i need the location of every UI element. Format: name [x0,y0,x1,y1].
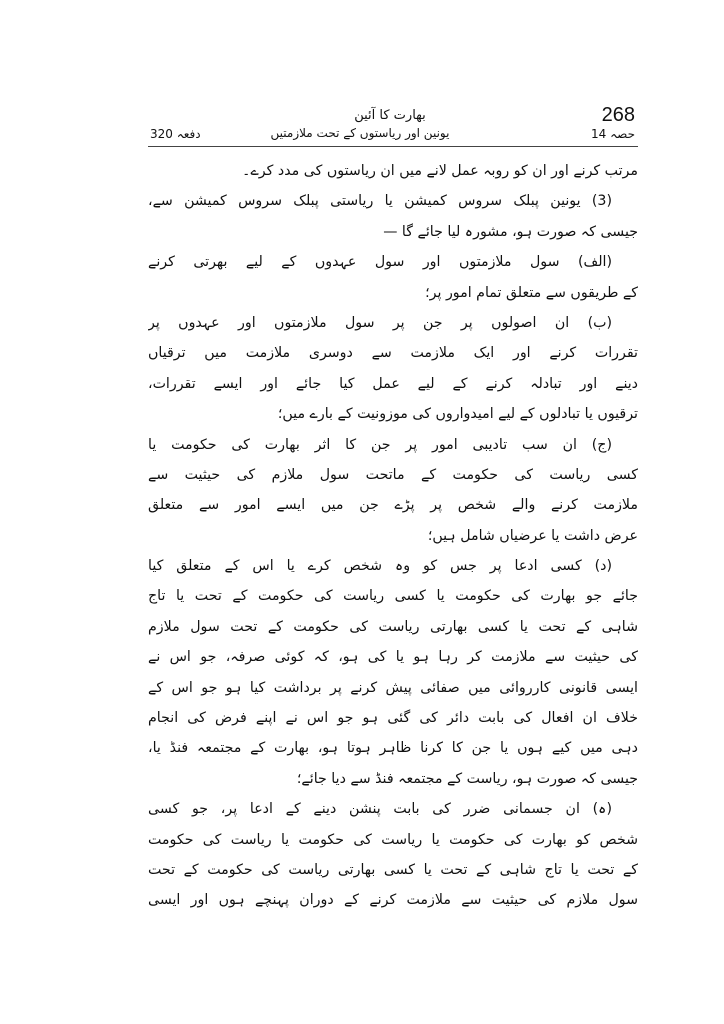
text-line: شاہی کے تحت یا کسی بھارتی ریاست کی حکومت کے تحت سول ملازم [148,618,638,635]
text-line: (الف) سول ملازمتوں اور سول عہدوں کے لیے بھرتی کرنے [148,254,612,271]
text-line: دہی میں کیے ہوں یا جن کا کرنا ظاہر ہوتا ہو، بھارت کے مجتمعہ فنڈ یا، [148,740,638,757]
header-rule [148,146,638,147]
text-line: کسی ریاست کی حکومت کے ماتحت سول ملازم کی حیثیت سے [148,466,638,483]
text-line: ایسی قانونی کارروائی میں صفائی پیش کرنے پر برداشت کیا ہو جو اس کے [148,679,638,696]
book-title: بھارت کا آئین [354,108,426,123]
text-line: شخص کو بھارت کی حکومت یا ریاست کی حکومت یا ریاست کی حکومت [148,831,638,848]
article-label: دفعہ 320 [150,127,201,141]
chapter-subtitle: یونین اور ریاستوں کے تحت ملازمتیں [270,126,450,140]
text-line: کی حیثیت سے ملازمت کر رہا ہو یا کی ہو، کہ کوئی صرفہ، جو اس نے [148,649,638,666]
text-line: (3) یونین پبلک سروس کمیشن یا ریاستی پبلک سروس کمیشن سے، [148,193,612,210]
page-number: 268 [601,104,635,126]
text-line: تقررات کرنے اور ایک ملازمت سے دوسری ملازمت میں ترقیاں [148,345,638,362]
body-text [148,156,638,916]
text-line: ترقیوں یا تبادلوں کے لیے امیدواروں کی موزونیت کے بارے میں؛ [277,406,638,423]
text-line: (ج) ان سب تادیبی امور پر جن کا اثر بھارت کی حکومت یا [148,436,612,453]
text-line: دینے اور تبادلہ کرنے کے لیے عمل کیا جائے اور ایسے تقررات، [148,375,638,392]
text-line: (د) کسی ادعا پر جس کو وہ شخص کرے یا اس کے متعلق کیا [148,558,612,575]
text-line: مرتب کرنے اور ان کو روبہ عمل لانے میں ان ریاستوں کی مدد کرے۔ [242,163,638,179]
text-line: (ب) ان اصولوں پر جن پر سول ملازمتوں اور عہدوں پر [148,314,612,331]
text-line: خلاف ان افعال کی بابت دائر کی گئی ہو جو اس نے اپنے فرض کی انجام [148,710,638,727]
text-line: سول ملازم کی حیثیت سے ملازمت کرنے کے دوران پہنچے ہوں اور ایسی [148,892,638,909]
part-label: حصہ 14 [591,127,635,141]
text-line: کے تحت یا تاج شاہی کے تحت یا کسی بھارتی ریاست کی حکومت کے تحت [148,861,638,878]
text-line: عرض داشت یا عرضیاں شامل ہیں؛ [427,527,638,544]
text-line: جیسی کہ صورت ہو، مشورہ لیا جائے گا — [383,223,638,240]
text-line: کے طریقوں سے متعلق تمام امور پر؛ [425,284,638,301]
text-line: ملازمت کرنے والے شخص پر پڑے جن میں ایسے امور سے متعلق [148,497,638,514]
text-line: (ہ) ان جسمانی ضرر کی بابت پنشن دینے کے ادعا پر، جو کسی [148,801,612,818]
text-line: جائے جو بھارت کی حکومت یا کسی ریاست کی حکومت کے تحت یا تاج [148,588,638,605]
text-line: جیسی کہ صورت ہو، ریاست کے مجتمعہ فنڈ سے دیا جائے؛ [296,770,638,787]
